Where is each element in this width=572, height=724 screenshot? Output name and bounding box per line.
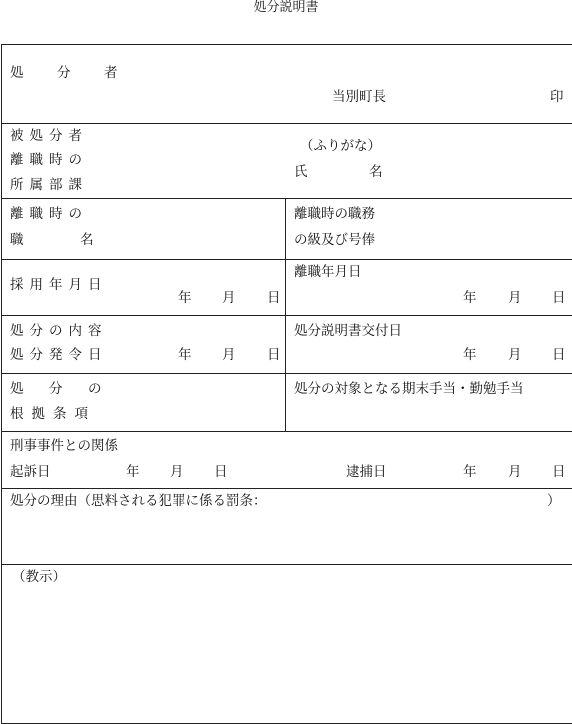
day-label: 日 xyxy=(552,290,566,306)
legal-basis-label-line1: 処 分 の xyxy=(10,381,108,397)
day-label: 日 xyxy=(552,464,566,480)
row-divider xyxy=(2,259,572,260)
month-label: 月 xyxy=(508,290,522,306)
month-label: 月 xyxy=(222,347,236,363)
year-label: 年 xyxy=(463,290,477,306)
job-title-label-line2: 職 名 xyxy=(10,232,98,248)
seal-mark: 印 xyxy=(550,89,564,105)
bonus-label: 処分の対象となる期末手当・勤勉手当 xyxy=(294,381,524,397)
row-divider xyxy=(2,315,572,316)
name-label-second: 名 xyxy=(369,164,383,180)
reason-label: 処分の理由（思料される犯罪に係る罰条： xyxy=(10,493,267,509)
job-title-label-line1: 離職時の xyxy=(10,206,88,222)
subject-label-line2: 離職時の xyxy=(10,152,88,168)
year-label: 年 xyxy=(463,347,477,363)
year-label: 年 xyxy=(178,347,192,363)
year-label: 年 xyxy=(126,464,140,480)
month-label: 月 xyxy=(170,464,184,480)
legal-basis-label-line2: 根拠条項 xyxy=(10,406,96,422)
disposition-form xyxy=(1,44,572,724)
document-title: 処分説明書 xyxy=(253,0,319,15)
subject-label-line1: 被処分者 xyxy=(10,128,88,144)
year-label: 年 xyxy=(178,290,192,306)
separation-date-label: 離職年月日 xyxy=(294,264,362,280)
notice-label: （教示） xyxy=(12,569,66,585)
month-label: 月 xyxy=(508,347,522,363)
delivery-date-label: 処分説明書交付日 xyxy=(294,323,402,339)
grade-label-line2: の級及び号俸 xyxy=(294,232,375,248)
month-label: 月 xyxy=(508,464,522,480)
disposition-date-label: 処分発令日 xyxy=(10,347,108,363)
indictment-date-label: 起訴日 xyxy=(10,464,51,480)
row-divider xyxy=(2,431,572,432)
reason-close-paren: ） xyxy=(547,493,561,509)
arrest-date-label: 逮捕日 xyxy=(346,464,387,480)
disposition-content-label: 処分の内容 xyxy=(10,323,108,339)
furigana-label: （ふりがな） xyxy=(300,138,381,154)
day-label: 日 xyxy=(267,290,281,306)
grade-label-line1: 離職時の職務 xyxy=(294,206,375,222)
criminal-case-heading: 刑事事件との関係 xyxy=(10,438,118,454)
row-divider xyxy=(2,123,572,124)
day-label: 日 xyxy=(214,464,228,480)
year-label: 年 xyxy=(463,464,477,480)
month-label: 月 xyxy=(222,290,236,306)
column-divider xyxy=(285,198,286,431)
row-divider xyxy=(2,564,572,565)
day-label: 日 xyxy=(552,347,566,363)
hire-date-label: 採用年月日 xyxy=(10,277,108,293)
row-divider xyxy=(2,373,572,374)
disposer-label: 処 分 者 xyxy=(10,65,128,81)
row-divider xyxy=(2,488,572,489)
day-label: 日 xyxy=(267,347,281,363)
row-divider xyxy=(2,198,572,199)
subject-label-line3: 所属部課 xyxy=(10,177,88,193)
name-label-first: 氏 xyxy=(294,164,308,180)
disposer-name: 当別町長 xyxy=(332,89,386,105)
